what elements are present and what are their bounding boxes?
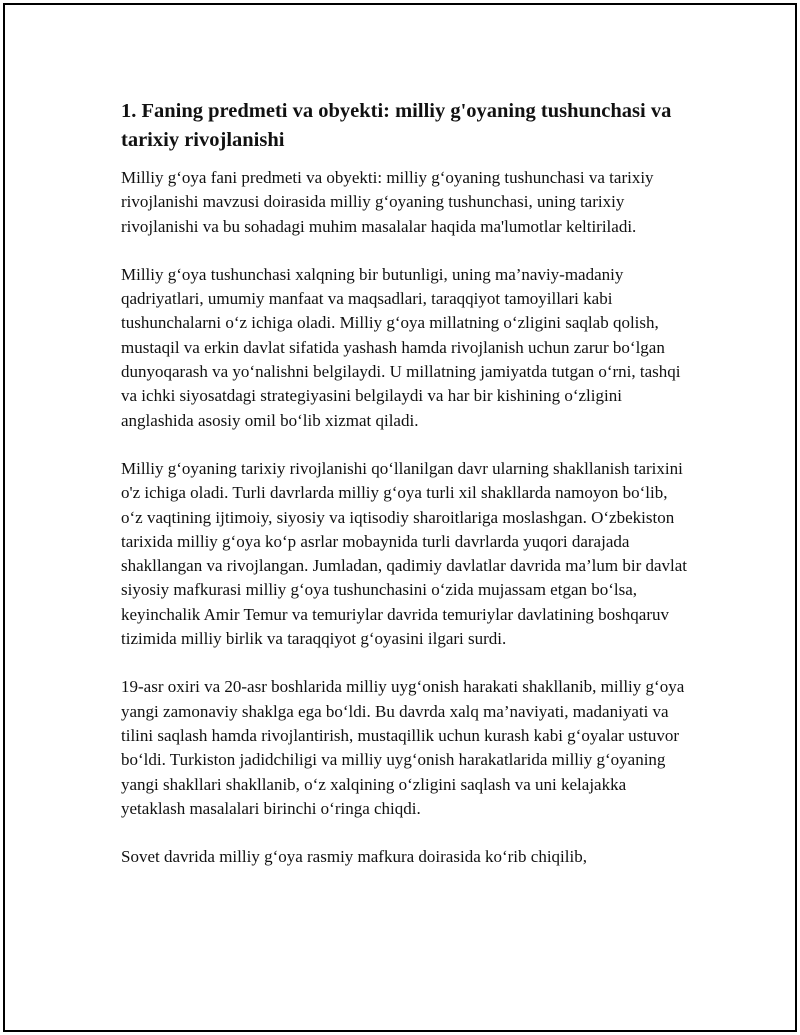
paragraph-definition: Milliy g‘oya fani predmeti va obyekti: milliy g‘oyaning tushunchasi va tarixiy rivojlanishi mavzusi doirasida milliy g‘oyaning tushunchasi, uning tarixiy rivojlanishi va bu sohadagi muhim masalalar haqida ma'lumotlar keltiriladi. <box>121 168 654 236</box>
paragraph-concept: Milliy g‘oya tushunchasi xalqning bir butunligi, uning ma’naviy-madaniy qadriyatlari, umumiy manfaat va maqsadlari, taraqqiyot tamoyillari kabi tushunchalarni o‘z ichiga oladi. Milliy g‘oya millatning o‘zligini saqlab qolish, mustaqil va erkin davlat sifatida yashash hamda rivojlanish uchun zarur bo‘lgan dunyoqarash va yo‘nalishni belgilaydi. U millatning jamiyatda tutgan o‘rni, tashqi va ichki siyosatdagi strategiyasini belgilaydi va har bir kishining o‘zligini anglashida asosiy omil bo‘lib xizmat qiladi. <box>121 264 681 430</box>
paragraph-soviet-period: Sovet davrida milliy g‘oya rasmiy mafkura doirasida ko‘rib chiqilib, <box>121 847 587 867</box>
section-heading: 1. Faning predmeti va obyekti: milliy g'oyaning tushunchasi va tarixiy rivojlanishi <box>121 100 672 151</box>
document-body <box>121 97 693 893</box>
paragraph-awakening: 19-asr oxiri va 20-asr boshlarida milliy uyg‘onish harakati shakllanib, milliy g‘oya yangi zamonaviy shaklga ega bo‘ldi. Bu davrda xalq ma’naviyati, madaniyati va tilini saqlash hamda rivojlantirish, mustaqillik uchun kurash kabi g‘oyalar ustuvor bo‘ldi. Turkiston jadidchiligi va milliy uyg‘onish harakatlarida milliy g‘oyaning yangi shakllari shakllanib, o‘z xalqining o‘zligini saqlash va uni kelajakka yetaklash masalalari birinchi o‘ringa chiqdi. <box>121 677 685 818</box>
page-frame <box>3 3 797 1032</box>
paragraph-history: Milliy g‘oyaning tarixiy rivojlanishi qo‘llanilgan davr ularning shakllanish tarixini o'z ichiga oladi. Turli davrlarda milliy g‘oya turli xil shakllarda namoyon bo‘lib, o‘z vaqtining ijtimoiy, siyosiy va iqtisodiy sharoitlariga moslashgan. O‘zbekiston tarixida milliy g‘oya ko‘p asrlar mobaynida turli davrlarda yuqori darajada shakllangan va rivojlangan. Jumladan, qadimiy davlatlar davrida ma’lum bir davlat siyosiy mafkurasi milliy g‘oya tushunchasini o‘zida mujassam etgan bo‘lsa, keyinchalik Amir Temur va temuriylar davrida temuriylar davlatining boshqaruv tizimida milliy birlik va taraqqiyot g‘oyasini ilgari surdi. <box>121 458 688 649</box>
